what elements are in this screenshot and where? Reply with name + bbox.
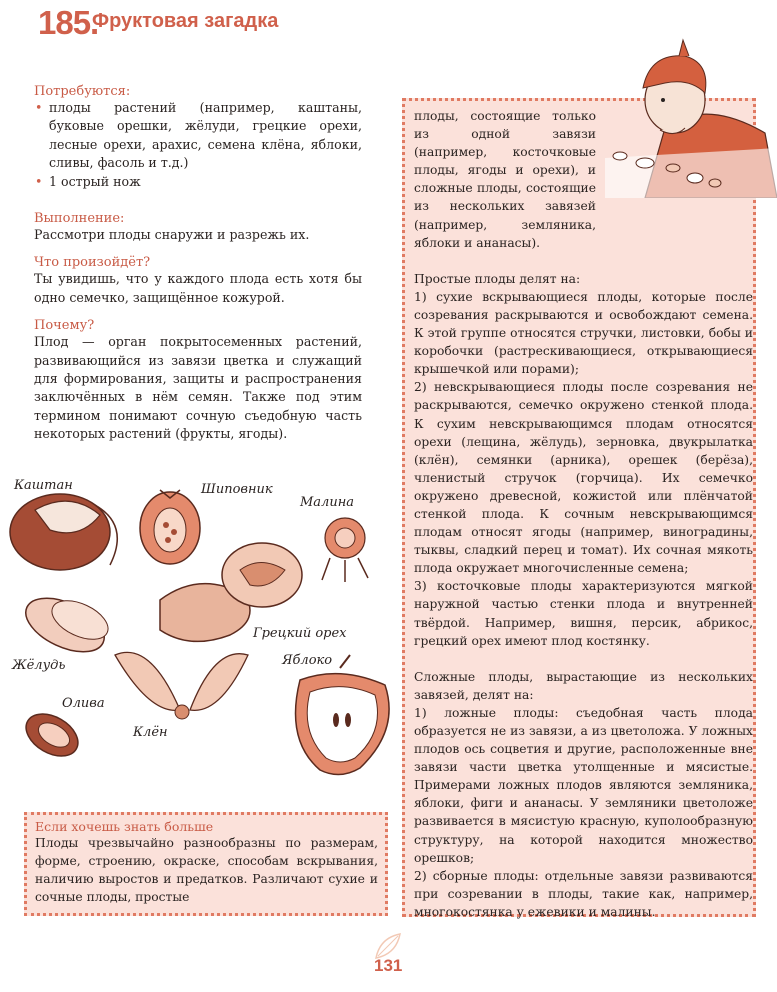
maple-drawing [115, 652, 248, 719]
needed-item: • плоды растений (например, каштаны, буковые орешки, жёлуди, грецкие орехи, лесные орехи, арахис, семена клёна, яблоки, сливы, фасоль и т.д.) [34, 99, 362, 173]
label-chestnut: Каштан [14, 478, 73, 493]
page-title: Фруктовая загадка [92, 10, 279, 32]
raspberry-drawing [322, 518, 368, 582]
label-acorn: Жёлудь [12, 658, 66, 673]
result-text: Ты увидишь, что у каждого плода есть хотя бы одно семечко, защищённое кожурой. [34, 271, 362, 305]
label-walnut: Грецкий орех [253, 626, 347, 641]
result-heading: Что произойдёт? [34, 255, 151, 271]
label-raspberry: Малина [300, 495, 355, 510]
why-text: Плод — орган покрытосеменных растений, развивающийся из завязи цветка и служащий для формирования, защиты и распространения заключённых в нём семян. Также под этим термином понимают сочную съедобную часть некоторых растений (фрукты, ягоды). [34, 334, 362, 442]
label-apple: Яблоко [282, 653, 333, 668]
right-paragraph: 2) сборные плоды: отдельные завязи развиваются при созревании в плоды, такие как, например, многокостянка у ежевики и малины. [414, 868, 753, 919]
learn-more-content [35, 819, 378, 906]
right-paragraph: Простые плоды делят на: [414, 271, 581, 286]
right-paragraph: 1) сухие вскрывающиеся плоды, которые после созревания раскрываются и освобождают семена. К этой группе относятся стручки, листовки, бобы и коробочки (растрескивающиеся, открывающиеся крышечкой или порами); [414, 289, 753, 377]
acorn-drawing [18, 587, 114, 662]
right-paragraph: 1) ложные плоды: съедобная часть плода образуется не из завязи, а из цветоложа. У ложных плодов ось соцветия и другие, расположенные вне завязи части цветка утолщенные и мясистые. Примерами ложных плодов являются земляника, яблоки, фиги и ананасы. У земляники цветоложе развивается в мясистую красную, куполообразную структуру, на которой находится множество орешков; [414, 705, 753, 865]
procedure-text: Рассмотри плоды снаружи и разрежь их. [34, 227, 310, 243]
why-heading: Почему? [34, 318, 95, 334]
exercise-number: 185. [38, 4, 99, 41]
right-paragraph: 2) невскрывающиеся плоды после созревания не раскрываются, семечко окружено стенкой плода. К сухим невскрывающимся плодам относятся орехи (лещина, жёлудь), зерновка, двукрылатка (клён), семянки (арника), орешек (берёза), членистый стручок (горчица). Их семечко окружено древесной, кожистой или плёнчатой стенкой плода. К сочным невскрывающимся плодам относят ягоды (например, виноградины, тыквы, сладкий перец и томат). Их сочная мякоть плода окружает многочисленные семена; [414, 380, 753, 576]
left-column [34, 84, 362, 444]
apple-drawing [296, 655, 390, 775]
right-paragraph: плоды, состоящие только из одной завязи (например, косточковые плоды, ягоды и орехи), и сложные плоды, состоящие из нескольких завязей (например, земляника, яблоки и ананасы). [414, 109, 596, 250]
label-maple: Клён [133, 725, 168, 740]
procedure-heading: Выполнение: [34, 211, 125, 227]
label-olive: Олива [62, 696, 105, 711]
chestnut-drawing [10, 494, 117, 570]
right-column-text [414, 107, 753, 921]
page-number: 131 [374, 956, 403, 975]
olive-drawing [19, 705, 85, 764]
label-rosehip: Шиповник [201, 482, 273, 497]
rosehip-drawing [140, 490, 200, 564]
right-paragraph: 3) косточковые плоды характеризуются мягкой наружной частью стенки плода и внутренней твёрдой. Например, вишня, персик, абрикос, грецкий орех имеют плод костянку. [414, 579, 753, 648]
learn-more-text: Плоды чрезвычайно разнообразны по размерам, форме, строению, окраске, способам вскрывания, наличию выростов и предатков. Различают сухие и сочные плоды, простые [35, 836, 378, 904]
needed-list [34, 99, 362, 191]
needed-heading: Потребуются: [34, 84, 131, 99]
right-paragraph: Сложные плоды, вырастающие из нескольких завязей, делят на: [414, 669, 753, 702]
needed-item: • 1 острый нож [34, 173, 362, 191]
learn-more-heading: Если хочешь знать больше [35, 819, 214, 834]
